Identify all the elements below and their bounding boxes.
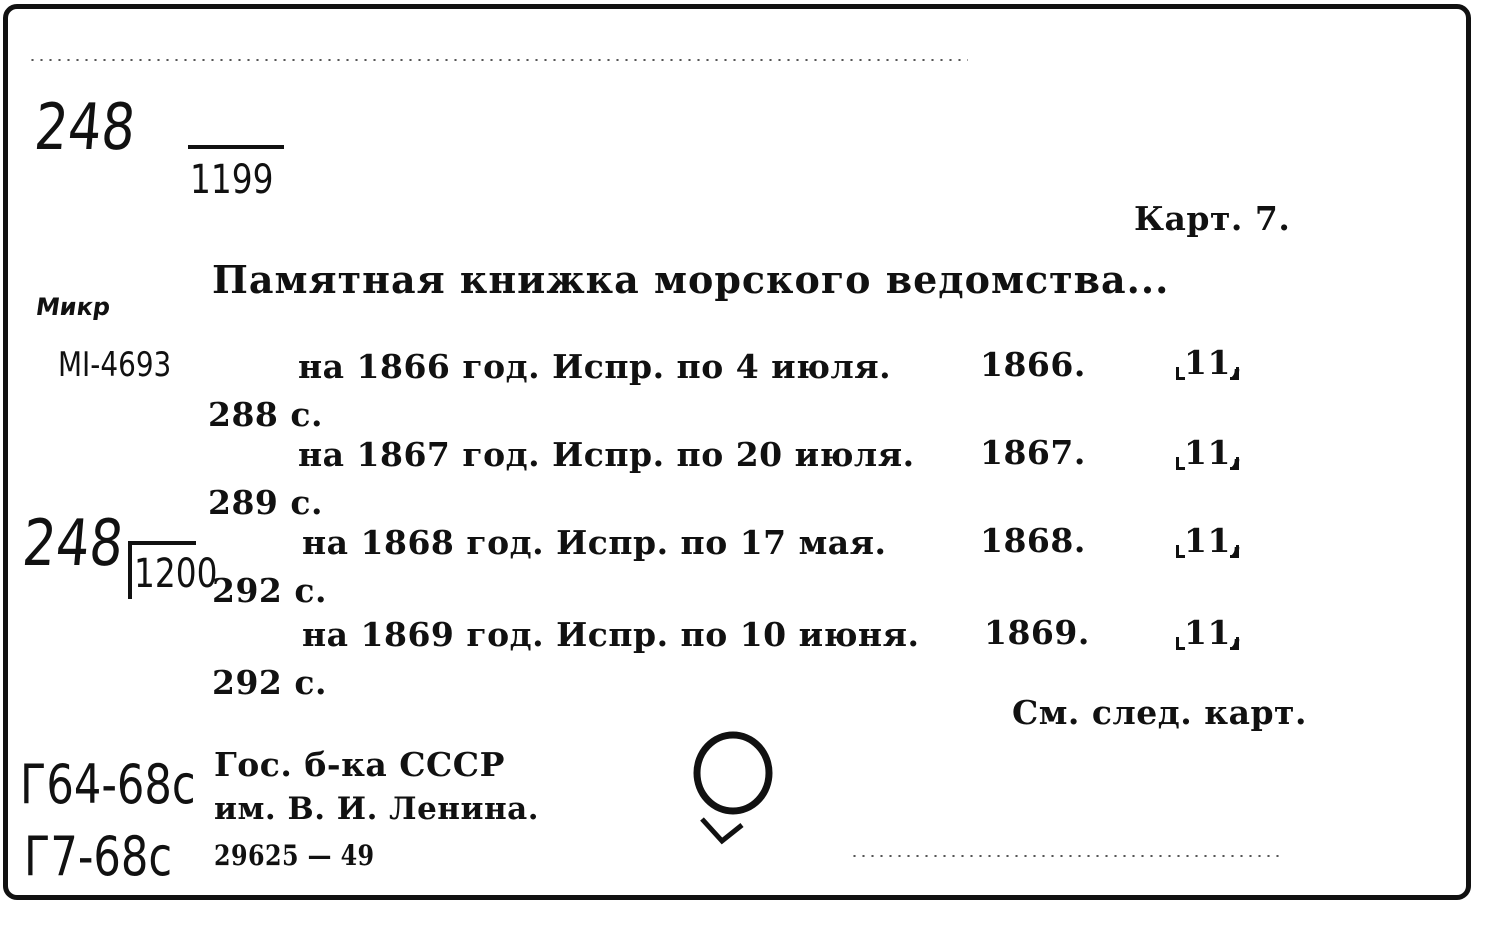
handwritten-code-g7: Г7-68с — [24, 825, 173, 888]
handwritten-code-g64: Г64-68с — [20, 753, 196, 816]
footer-library-line2: им. В. И. Ленина. — [214, 791, 540, 827]
entry-4-size-value: 11 — [1184, 613, 1231, 652]
footer-library-line1: Гос. б-ка СССР — [214, 745, 505, 784]
card-number: Карт. 7. — [1134, 199, 1291, 238]
entry-2-year: 1867. — [980, 433, 1086, 472]
entry-2-pages: 289 с. — [208, 483, 323, 522]
see-next-card: См. след. карт. — [1012, 693, 1307, 732]
dotted-noise — [850, 855, 1280, 857]
handwritten-shelfmark-1: 248 — [31, 91, 139, 165]
entry-2-size-value: 11 — [1184, 433, 1231, 472]
handwritten-shelfmark-1-sub: 1199 — [190, 157, 274, 203]
shelfmark-1-overline — [188, 145, 284, 149]
entry-4-size: 11, — [1184, 613, 1243, 652]
handwritten-mikr-label: Микр — [34, 293, 113, 321]
handwritten-micro-code: MI-4693 — [58, 345, 172, 385]
entry-2-size: 11, — [1184, 433, 1243, 472]
entry-2-text: на 1867 год. Испр. по 20 июля. — [298, 435, 915, 474]
entry-1-year: 1866. — [980, 345, 1086, 384]
entry-3-text: на 1868 год. Испр. по 17 мая. — [302, 523, 887, 562]
handwritten-shelfmark-2-sub: 1200 — [134, 551, 218, 597]
entry-1-size: 11, — [1184, 343, 1243, 382]
catalog-card — [3, 4, 1471, 900]
footer-print-number: 29625 — 49 — [214, 839, 375, 872]
entry-3-pages: 292 с. — [212, 571, 327, 610]
entry-4-text: на 1869 год. Испр. по 10 июня. — [302, 615, 920, 654]
shelfmark-2-overline — [130, 541, 196, 545]
shelfmark-2-bar — [128, 541, 132, 599]
handwritten-shelfmark-2: 248 — [19, 507, 127, 581]
entry-4-pages: 292 с. — [212, 663, 327, 702]
title: Памятная книжка морского ведомства... — [212, 257, 1170, 302]
punch-hole-icon — [688, 727, 788, 867]
entry-3-size-value: 11 — [1184, 521, 1231, 560]
entry-1-pages: 288 с. — [208, 395, 323, 434]
entry-3-year: 1868. — [980, 521, 1086, 560]
entry-4-year: 1869. — [984, 613, 1090, 652]
entry-3-size: 11, — [1184, 521, 1243, 560]
entry-1-text: на 1866 год. Испр. по 4 июля. — [298, 347, 892, 386]
dotted-rule — [28, 59, 968, 61]
entry-1-size-value: 11 — [1184, 343, 1231, 382]
